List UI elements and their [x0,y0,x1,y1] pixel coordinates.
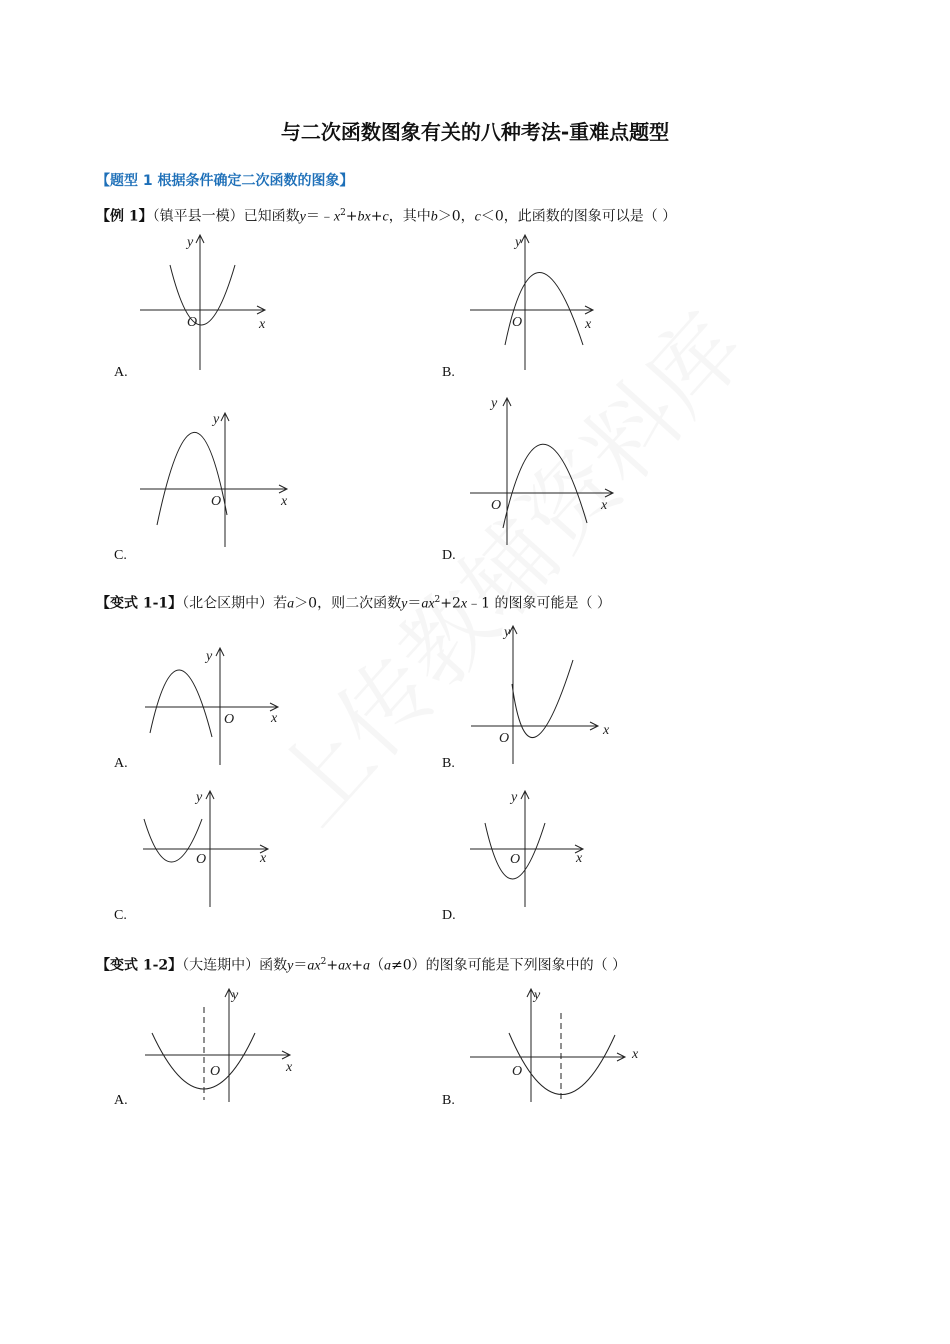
question-text: 的图象可能是（ ） [494,595,611,612]
question-text: 已知函数 [243,208,300,225]
x-axis-label: x [603,723,610,738]
question-text: 函数 [259,957,288,974]
x-axis-label: x [259,317,266,332]
option-d[interactable]: D. [442,908,456,923]
question-text: ，此函数的图象可以是（ ） [503,208,677,225]
y-axis-label: y [491,396,498,411]
question-source: （镇平县一模） [152,208,244,225]
origin-label: O [211,494,222,509]
origin-label: O [224,712,235,727]
origin-label: O [512,315,523,330]
question-tag: 【变式 1-1】 [96,595,183,612]
origin-label: O [512,1064,523,1079]
graph-v12-a [140,985,300,1105]
x-axis-label: x [601,498,608,513]
graph-v11-c [138,785,278,910]
question-text: 若 [273,595,288,612]
graph-ex1-b [465,230,605,375]
example-1-question: 【例 1】（镇平县一模）已知函数$y=﹣x^2+bx+c$，其中b＞0，c＜0，此函数的图象可以是（ ） [96,208,677,225]
question-text: ，其中 [388,208,431,225]
graph-v11-a [140,645,285,770]
origin-label: O [196,852,207,867]
graph-v11-b [468,622,618,767]
origin-label: O [499,731,510,746]
y-axis-label: y [206,649,213,664]
page-title: 与二次函数图象有关的八种考法-重难点题型 [280,120,670,144]
graph-ex1-d [465,393,625,548]
x-axis-label: x [271,711,278,726]
variant-1-1-question: 【变式 1-1】（北仑区期中）若a＞0，则二次函数$y=ax^2+2x﹣1$ 的图象可能是（ ） [96,595,611,612]
y-axis-label: y [511,790,518,805]
origin-label: O [210,1064,221,1079]
question-text: ，则二次函数 [317,595,402,612]
option-c[interactable]: C. [114,548,127,563]
x-axis-label: x [260,851,267,866]
y-axis-label: y [534,988,541,1003]
option-a[interactable]: A. [114,756,128,771]
y-axis-label: y [515,235,522,250]
option-b[interactable]: B. [442,756,455,771]
graph-v11-d [467,785,607,910]
graph-v12-b [465,985,645,1105]
origin-label: O [491,498,502,513]
option-b[interactable]: B. [442,1093,455,1108]
question-text: 的图象可能是下列图象中的（ ） [425,957,627,974]
y-axis-label: y [232,988,239,1003]
origin-label: O [187,315,198,330]
question-source: （大连期中） [182,957,260,974]
question-tag: 【例 1】 [96,208,153,225]
graph-ex1-a [135,230,275,375]
question-tag: 【变式 1-2】 [96,957,183,974]
y-axis-label: y [196,790,203,805]
option-b[interactable]: B. [442,365,455,380]
y-axis-label: y [213,412,220,427]
variant-1-2-question: 【变式 1-2】（大连期中）函数$y=ax^2+ax+a(a\ne 0)$的图象可能是下列图象中的（ ） [96,957,627,974]
x-axis-label: x [576,851,583,866]
section-heading: 【题型 1 根据条件确定二次函数的图象】 [96,173,354,189]
option-a[interactable]: A. [114,1093,128,1108]
y-axis-label: y [187,235,194,250]
origin-label: O [510,852,521,867]
x-axis-label: x [281,494,288,509]
x-axis-label: x [286,1060,293,1075]
x-axis-label: x [585,317,592,332]
x-axis-label: x [632,1047,639,1062]
option-a[interactable]: A. [114,365,128,380]
option-c[interactable]: C. [114,908,127,923]
y-axis-label: y [504,625,511,640]
option-d[interactable]: D. [442,548,456,563]
question-source: （北仑区期中） [182,595,274,612]
graph-ex1-c [135,405,295,550]
